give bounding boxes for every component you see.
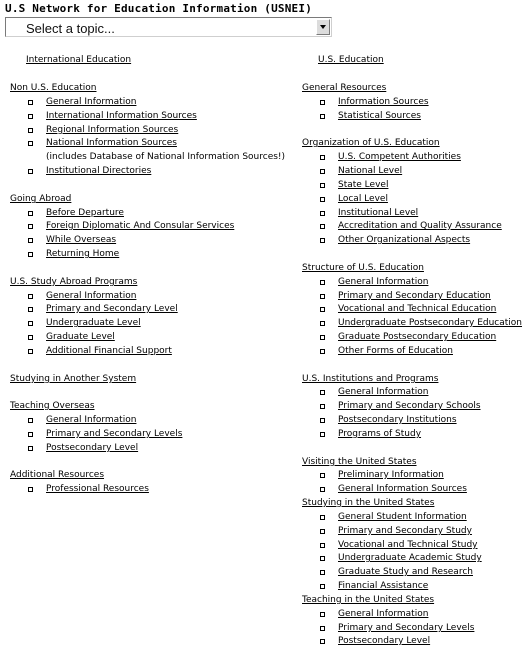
heading-us-study-abroad-programs[interactable]: U.S. Study Abroad Programs	[10, 277, 138, 287]
square-bullet-icon	[320, 349, 325, 354]
topic-select[interactable]	[5, 17, 332, 37]
square-bullet-icon	[28, 432, 33, 437]
square-bullet-icon	[320, 626, 325, 631]
square-bullet-icon	[320, 321, 325, 326]
link-statistical-sources[interactable]: Statistical Sources	[338, 111, 421, 121]
link-programs-of-study[interactable]: Programs of Study	[338, 429, 421, 439]
square-bullet-icon	[28, 418, 33, 423]
square-bullet-icon	[320, 211, 325, 216]
link-study-abroad-undergraduate[interactable]: Undergraduate Level	[46, 318, 141, 328]
link-structure-general-information[interactable]: General Information	[338, 277, 428, 287]
section-title-international-education[interactable]: International Education	[26, 55, 132, 65]
link-undergraduate-academic-study[interactable]: Undergraduate Academic Study	[338, 553, 482, 563]
heading-visiting-united-states[interactable]: Visiting the United States	[302, 457, 417, 467]
square-bullet-icon	[28, 224, 33, 229]
heading-studying-united-states[interactable]: Studying in the United States	[302, 498, 435, 508]
square-bullet-icon	[28, 211, 33, 216]
link-institutional-directories[interactable]: Institutional Directories	[46, 166, 151, 176]
link-local-level[interactable]: Local Level	[338, 194, 388, 204]
square-bullet-icon	[320, 487, 325, 492]
square-bullet-icon	[320, 529, 325, 534]
square-bullet-icon	[28, 238, 33, 243]
link-additional-financial-support[interactable]: Additional Financial Support	[46, 346, 172, 356]
square-bullet-icon	[28, 128, 33, 133]
square-bullet-icon	[320, 473, 325, 478]
square-bullet-icon	[320, 100, 325, 105]
square-bullet-icon	[320, 183, 325, 188]
square-bullet-icon	[320, 570, 325, 575]
link-vocational-technical-education[interactable]: Vocational and Technical Education	[338, 304, 496, 314]
link-professional-resources[interactable]: Professional Resources	[46, 484, 149, 494]
square-bullet-icon	[320, 639, 325, 644]
link-teaching-overseas-primary-secondary[interactable]: Primary and Secondary Levels	[46, 429, 182, 439]
link-teaching-us-postsecondary[interactable]: Postsecondary Level	[338, 636, 430, 646]
square-bullet-icon	[28, 487, 33, 492]
heading-us-institutions-programs[interactable]: U.S. Institutions and Programs	[302, 374, 439, 384]
heading-studying-another-system[interactable]: Studying in Another System	[10, 374, 137, 384]
link-study-abroad-primary-secondary[interactable]: Primary and Secondary Level	[46, 304, 178, 314]
link-teaching-overseas-postsecondary[interactable]: Postsecondary Level	[46, 443, 138, 453]
square-bullet-icon	[320, 432, 325, 437]
link-vocational-technical-study[interactable]: Vocational and Technical Study	[338, 540, 478, 550]
square-bullet-icon	[320, 584, 325, 589]
square-bullet-icon	[320, 404, 325, 409]
link-institutions-general-information[interactable]: General Information	[338, 387, 428, 397]
link-study-abroad-general-information[interactable]: General Information	[46, 291, 136, 301]
heading-additional-resources[interactable]: Additional Resources	[10, 470, 105, 480]
square-bullet-icon	[28, 307, 33, 312]
link-graduate-study-research[interactable]: Graduate Study and Research	[338, 567, 473, 577]
chevron-down-icon[interactable]	[316, 19, 330, 35]
link-foreign-diplomatic-services[interactable]: Foreign Diplomatic And Consular Services	[46, 221, 234, 231]
link-institutional-level[interactable]: Institutional Level	[338, 208, 418, 218]
square-bullet-icon	[28, 114, 33, 119]
page-title: U.S Network for Education Information (USNEI)	[5, 2, 313, 15]
link-before-departure[interactable]: Before Departure	[46, 208, 124, 218]
square-bullet-icon	[28, 252, 33, 257]
section-title-us-education[interactable]: U.S. Education	[318, 55, 384, 65]
link-primary-secondary-schools[interactable]: Primary and Secondary Schools	[338, 401, 481, 411]
topic-select-value: Select a topic...	[26, 21, 115, 36]
square-bullet-icon	[320, 155, 325, 160]
link-state-level[interactable]: State Level	[338, 180, 388, 190]
heading-structure-us-education[interactable]: Structure of U.S. Education	[302, 263, 424, 273]
link-national-information-sources[interactable]: National Information Sources	[46, 138, 177, 148]
square-bullet-icon	[320, 390, 325, 395]
square-bullet-icon	[320, 418, 325, 423]
square-bullet-icon	[28, 349, 33, 354]
link-information-sources[interactable]: Information Sources	[338, 97, 429, 107]
square-bullet-icon	[320, 612, 325, 617]
square-bullet-icon	[320, 114, 325, 119]
link-regional-information-sources[interactable]: Regional Information Sources	[46, 125, 178, 135]
square-bullet-icon	[28, 169, 33, 174]
square-bullet-icon	[320, 169, 325, 174]
heading-going-abroad[interactable]: Going Abroad	[10, 194, 72, 204]
square-bullet-icon	[28, 294, 33, 299]
heading-non-us-education[interactable]: Non U.S. Education	[10, 83, 97, 93]
square-bullet-icon	[320, 280, 325, 285]
square-bullet-icon	[28, 100, 33, 105]
link-financial-assistance[interactable]: Financial Assistance	[338, 581, 428, 591]
link-accreditation-quality-assurance[interactable]: Accreditation and Quality Assurance	[338, 221, 502, 231]
heading-general-resources[interactable]: General Resources	[302, 83, 387, 93]
link-primary-secondary-education[interactable]: Primary and Secondary Education	[338, 291, 491, 301]
link-while-overseas[interactable]: While Overseas	[46, 235, 116, 245]
link-primary-secondary-study[interactable]: Primary and Secondary Study	[338, 526, 472, 536]
square-bullet-icon	[320, 294, 325, 299]
link-teaching-overseas-general-information[interactable]: General Information	[46, 415, 136, 425]
national-sources-note: (includes Database of National Information Sources!)	[46, 152, 286, 162]
link-international-information-sources[interactable]: International Information Sources	[46, 111, 197, 121]
link-teaching-us-primary-secondary[interactable]: Primary and Secondary Levels	[338, 623, 474, 633]
square-bullet-icon	[28, 335, 33, 340]
square-bullet-icon	[28, 321, 33, 326]
square-bullet-icon	[320, 556, 325, 561]
square-bullet-icon	[320, 543, 325, 548]
square-bullet-icon	[320, 238, 325, 243]
link-other-organizational-aspects[interactable]: Other Organizational Aspects	[338, 235, 470, 245]
heading-teaching-united-states[interactable]: Teaching in the United States	[302, 595, 435, 605]
link-us-competent-authorities[interactable]: U.S. Competent Authorities	[338, 152, 461, 162]
link-postsecondary-institutions[interactable]: Postsecondary Institutions	[338, 415, 457, 425]
link-returning-home[interactable]: Returning Home	[46, 249, 119, 259]
link-other-forms-of-education[interactable]: Other Forms of Education	[338, 346, 453, 356]
link-undergraduate-postsecondary-education[interactable]: Undergraduate Postsecondary Education	[338, 318, 522, 328]
heading-teaching-overseas[interactable]: Teaching Overseas	[10, 401, 95, 411]
square-bullet-icon	[320, 197, 325, 202]
square-bullet-icon	[320, 335, 325, 340]
square-bullet-icon	[320, 515, 325, 520]
square-bullet-icon	[28, 141, 33, 146]
link-study-abroad-graduate[interactable]: Graduate Level	[46, 332, 115, 342]
heading-organization-us-education[interactable]: Organization of U.S. Education	[302, 138, 440, 148]
square-bullet-icon	[320, 307, 325, 312]
link-general-student-information[interactable]: General Student Information	[338, 512, 467, 522]
square-bullet-icon	[28, 446, 33, 451]
link-teaching-us-general-information[interactable]: General Information	[338, 609, 428, 619]
link-general-information-sources[interactable]: General Information Sources	[338, 484, 467, 494]
link-preliminary-information[interactable]: Preliminary Information	[338, 470, 444, 480]
link-graduate-postsecondary-education[interactable]: Graduate Postsecondary Education	[338, 332, 496, 342]
link-national-level[interactable]: National Level	[338, 166, 402, 176]
square-bullet-icon	[320, 224, 325, 229]
link-non-us-general-information[interactable]: General Information	[46, 97, 136, 107]
